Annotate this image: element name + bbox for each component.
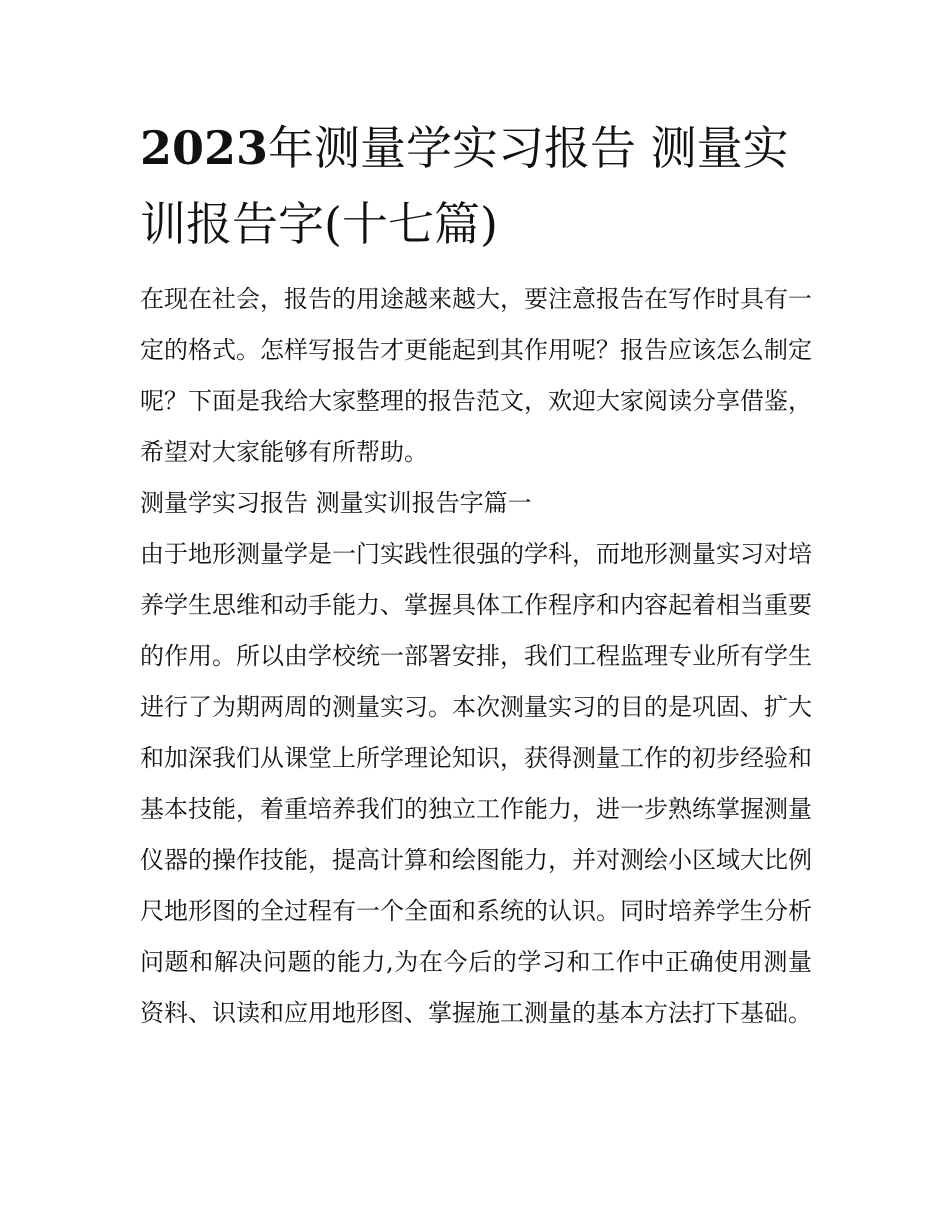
document-title xyxy=(140,110,820,262)
section-heading: 测量学实习报告 测量实训报告字篇一 xyxy=(140,489,532,517)
section-paragraph: 由于地形测量学是一门实践性很强的学科，而地形测量实习对培养学生思维和动手能力、掌握具体工作程序和内容起着相当重要的作用。所以由学校统一部署安排，我们工程监理专业所有学生进行了为期两周的测量实习。本次测量实习的目的是巩固、扩大和加深我们从课堂上所学理论知识，获得测量工作的初步经验和基本技能，着重培养我们的独立工作能力，进一步熟练掌握测量仪器的操作技能，提高计算和绘图能力，并对测绘小区域大比例尺地形图的全过程有一个全面和系统的认识。同时培养学生分析问题和解决问题的能力,为在今后的学习和工作中正确使用测量资料、识读和应用地形图、掌握施工测量的基本方法打下基础。 xyxy=(140,540,812,1027)
title-text: 年测量学实习报告 测量实训报告字(十七篇) xyxy=(140,121,789,251)
intro-paragraph: 在现在社会，报告的用途越来越大，要注意报告在写作时具有一定的格式。怎样写报告才更能起到其作用呢？报告应该怎么制定呢？下面是我给大家整理的报告范文，欢迎大家阅读分享借鉴，希望对大家能够有所帮助。 xyxy=(140,285,812,466)
title-year: 2023 xyxy=(140,121,269,175)
